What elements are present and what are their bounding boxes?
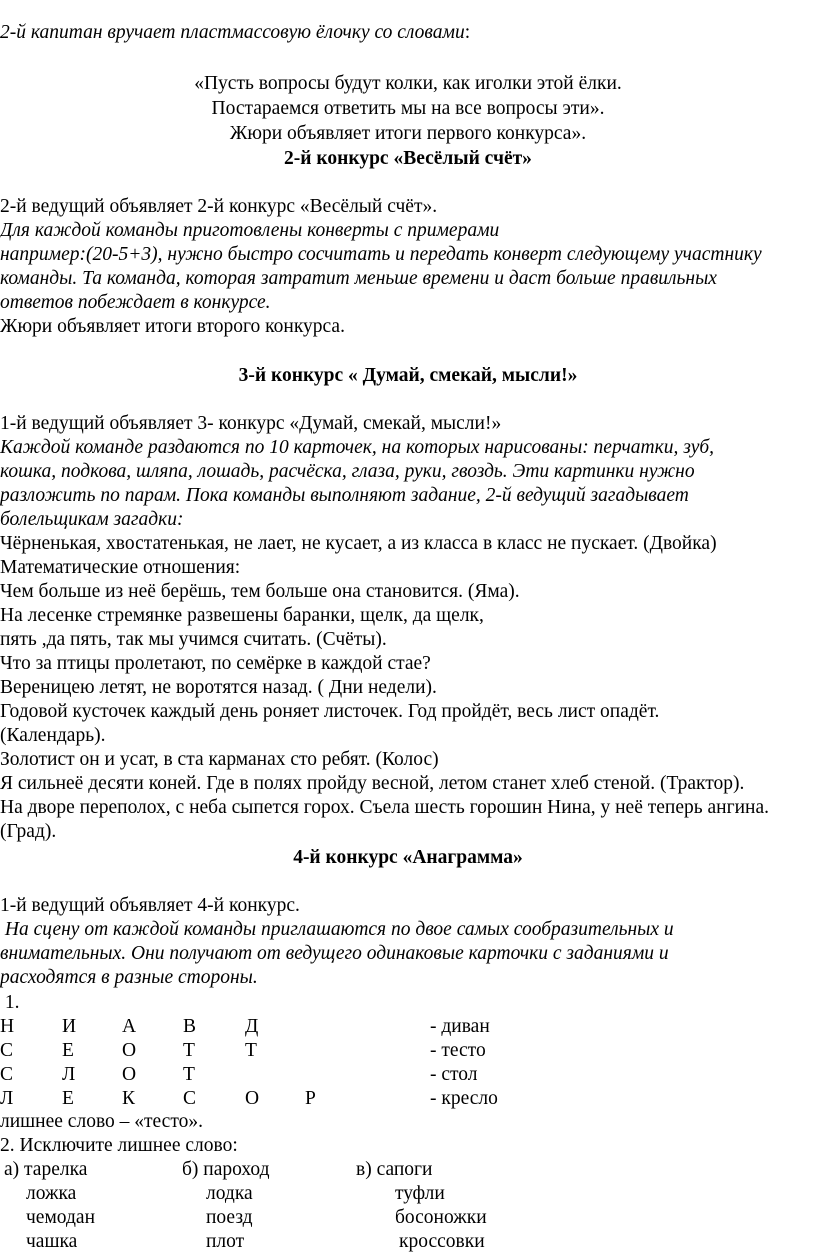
group-label: в) сапоги — [356, 1159, 433, 1180]
riddle-line: На лесенке стремянке развешены баранки, щелк, да щелк, — [0, 605, 484, 626]
riddle-line: Годовой кусточек каждый день роняет листочек. Год пройдёт, весь лист опадёт. — [0, 701, 660, 722]
anagram-letter: Е — [62, 1088, 74, 1109]
anagram-letter: О — [122, 1064, 137, 1085]
text-line: Для каждой команды приготовлены конверты с примерами — [0, 220, 500, 241]
text-line: болельщикам загадки: — [0, 509, 184, 530]
anagram-answer: - тесто — [430, 1040, 486, 1061]
contest-3-heading: 3-й конкурс « Думай, смекай, мысли!» — [238, 365, 578, 386]
text-line: 1-й ведущий объявляет 3- конкурс «Думай, смекай, мысли!» — [0, 413, 502, 434]
text-line: 2. Исключите лишнее слово: — [0, 1135, 238, 1156]
anagram-letter: Е — [62, 1040, 74, 1061]
group-item: плот — [206, 1231, 245, 1252]
anagram-letter: Т — [183, 1064, 195, 1085]
riddle-line: Математические отношения: — [0, 557, 241, 578]
anagram-letter: К — [122, 1088, 136, 1109]
text-line: 2-й ведущий объявляет 2-й конкурс «Весёлый счёт». — [0, 196, 438, 217]
riddle-line: Вереницею летят, не воротятся назад. ( Дни недели). — [0, 677, 437, 698]
group-item: чашка — [26, 1231, 78, 1252]
group-item: туфли — [395, 1183, 445, 1204]
text-line: команды. Та команда, которая затратит меньше времени и даст больше правильных — [0, 268, 717, 289]
group-item: кроссовки — [399, 1231, 485, 1252]
text-line: лишнее слово – «тесто». — [0, 1111, 203, 1132]
group-item: ложка — [26, 1183, 77, 1204]
anagram-letter: И — [62, 1016, 77, 1037]
riddle-line: Чем больше из неё берёшь, тем больше она становится. (Яма). — [0, 581, 520, 602]
anagram-letter: Т — [183, 1040, 195, 1061]
group-item: чемодан — [26, 1207, 96, 1228]
riddle-line: Что за птицы пролетают, по семёрке в каждой стае? — [0, 653, 431, 674]
riddle-line: (Град). — [0, 821, 57, 842]
anagram-letter: А — [122, 1016, 137, 1037]
group-item: босоножки — [395, 1207, 487, 1228]
poem-line: «Пусть вопросы будут колки, как иголки этой ёлки. — [194, 73, 622, 94]
riddle-line: пять ,да пять, так мы учимся считать. (Счёты). — [0, 629, 387, 650]
anagram-letter: Т — [245, 1040, 257, 1061]
text-line: ответов побеждает в конкурсе. — [0, 292, 271, 313]
contest-2-heading: 2-й конкурс «Весёлый счёт» — [284, 148, 532, 169]
riddle-line: Я сильнеё десяти коней. Где в полях пройду весной, летом станет хлеб стеной. (Трактор). — [0, 773, 745, 794]
text-line: расходятся в разные стороны. — [0, 967, 258, 988]
anagram-letter: С — [183, 1088, 197, 1109]
anagram-letter: О — [245, 1088, 260, 1109]
anagram-letter: Р — [305, 1088, 316, 1109]
anagram-letter: Д — [245, 1016, 259, 1037]
task-1-number: 1. — [0, 992, 20, 1013]
group-label: а) тарелка — [4, 1159, 88, 1180]
anagram-letter: О — [122, 1040, 137, 1061]
group-label: б) пароход — [182, 1159, 270, 1180]
contest-4-heading: 4-й конкурс «Анаграмма» — [293, 847, 523, 868]
intro-line: 2-й капитан вручает пластмассовую ёлочку со словами: — [0, 22, 471, 43]
group-item: лодка — [206, 1183, 253, 1204]
riddle-line: (Календарь). — [0, 725, 106, 746]
anagram-answer: - стол — [430, 1064, 478, 1085]
anagram-letter: С — [0, 1040, 14, 1061]
text-line: кошка, подкова, шляпа, лошадь, расчёска, глаза, руки, гвоздь. Эти картинки нужно — [0, 461, 695, 482]
text-line: Каждой команде раздаются по 10 карточек, на которых нарисованы: перчатки, зуб, — [0, 437, 715, 458]
anagram-letter: Л — [0, 1088, 14, 1109]
text-line: внимательных. Они получают от ведущего одинаковые карточки с заданиями и — [0, 943, 669, 964]
riddle-line: Золотист он и усат, в ста карманах сто ребят. (Колос) — [0, 749, 439, 770]
text-line: разложить по парам. Пока команды выполняют задание, 2-й ведущий загадывает — [0, 485, 689, 506]
anagram-answer: - диван — [430, 1016, 490, 1037]
anagram-letter: Н — [0, 1016, 15, 1037]
anagram-letter: Л — [62, 1064, 76, 1085]
anagram-letter: В — [183, 1016, 197, 1037]
text-line: 1-й ведущий объявляет 4-й конкурс. — [0, 895, 300, 916]
poem-line: Постараемся ответить мы на все вопросы эти». — [211, 98, 605, 119]
riddle-line: Чёрненькая, хвостатенькая, не лает, не кусает, а из класса в класс не пускает. (Двойка) — [0, 533, 717, 554]
text-line: Жюри объявляет итоги второго конкурса. — [0, 316, 345, 337]
anagram-letter: С — [0, 1064, 14, 1085]
anagram-answer: - кресло — [430, 1088, 498, 1109]
group-item: поезд — [206, 1207, 253, 1228]
text-line: На сцену от каждой команды приглашаются по двое самых сообразительных и — [0, 919, 674, 940]
text-line: например:(20-5+3), нужно быстро сосчитать и передать конверт следующему участнику — [0, 244, 762, 265]
riddle-line: На дворе переполох, с неба сыпется горох. Съела шесть горошин Нина, у неё теперь ангина. — [0, 797, 770, 818]
poem-line: Жюри объявляет итоги первого конкурса». — [229, 123, 587, 144]
